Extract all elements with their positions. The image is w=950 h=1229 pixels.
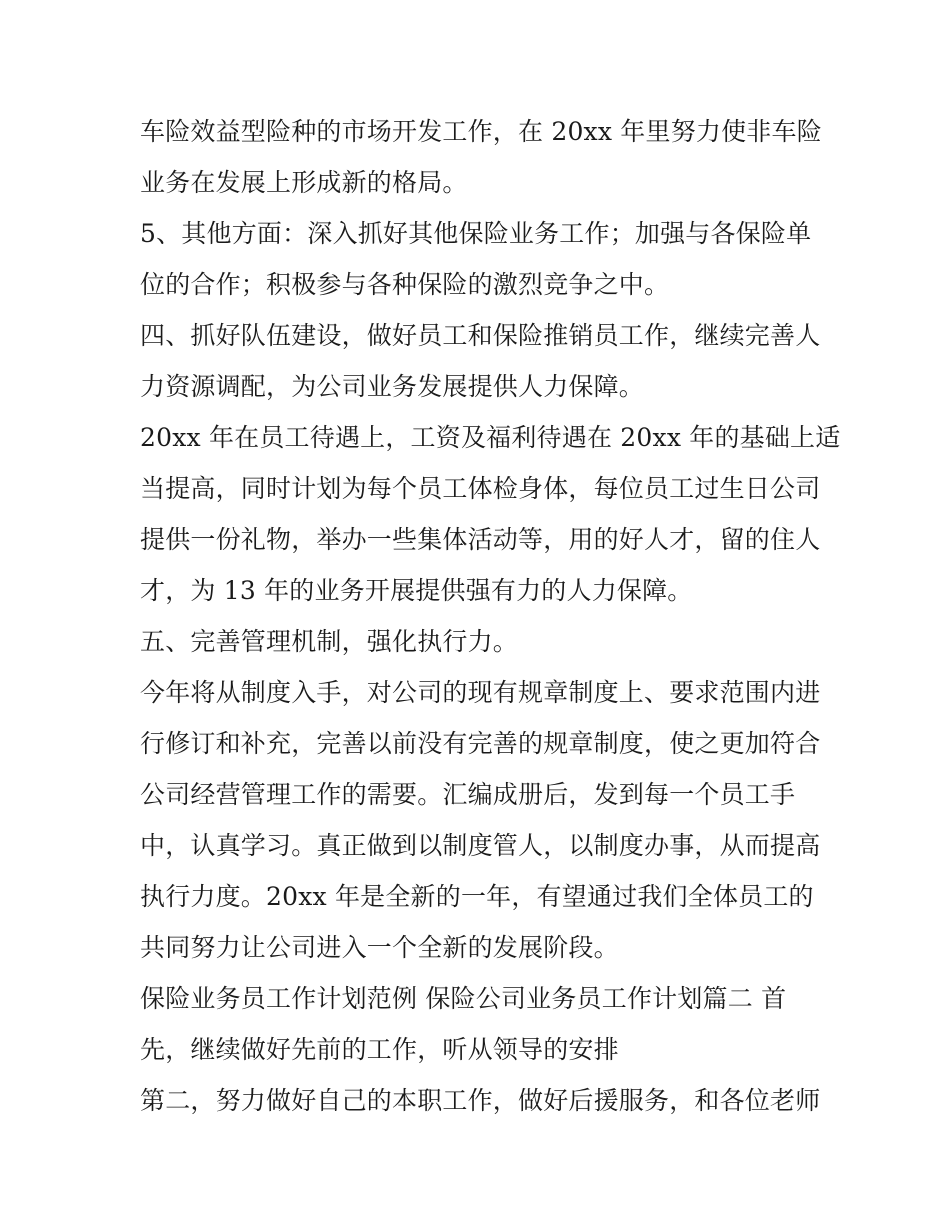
section-heading-5: 五、完善管理机制，强化执行力。 <box>140 627 519 656</box>
text-line: 执行力度。20xx 年是全新的一年，有望通过我们全体员工的 <box>140 882 814 911</box>
text-line: 先，继续做好先前的工作，听从领导的安排 <box>140 1035 619 1064</box>
text-line: 5、其他方面：深入抓好其他保险业务工作；加强与各保险单 <box>140 219 812 248</box>
text-line: 车险效益型险种的市场开发工作，在 20xx 年里努力使非车险 <box>140 117 822 146</box>
text-line: 提供一份礼物，举办一些集体活动等，用的好人才，留的住人 <box>140 525 821 554</box>
text-line: 行修订和补充，完善以前没有完善的规章制度，使之更加符合 <box>140 729 821 758</box>
section-heading-4: 四、抓好队伍建设，做好员工和保险推销员工作，继续完善人 <box>140 321 821 350</box>
text-line: 中，认真学习。真正做到以制度管人，以制度办事，从而提高 <box>140 831 821 860</box>
text-line: 业务在发展上形成新的格局。 <box>140 168 468 197</box>
text-line: 20xx 年在员工待遇上，工资及福利待遇在 20xx 年的基础上适 <box>140 423 841 452</box>
article-title-line: 保险业务员工作计划范例 保险公司业务员工作计划篇二 首 <box>140 984 787 1013</box>
text-line: 当提高，同时计划为每个员工体检身体，每位员工过生日公司 <box>140 474 821 503</box>
text-line: 共同努力让公司进入一个全新的发展阶段。 <box>140 933 619 962</box>
text-line: 今年将从制度入手，对公司的现有规章制度上、要求范围内进 <box>140 678 821 707</box>
text-line: 力资源调配，为公司业务发展提供人力保障。 <box>140 372 645 401</box>
document-body <box>140 106 841 1126</box>
text-line: 公司经营管理工作的需要。汇编成册后，发到每一个员工手 <box>140 780 796 809</box>
text-line: 第二，努力做好自己的本职工作，做好后援服务，和各位老师 <box>140 1086 821 1115</box>
text-line: 位的合作；积极参与各种保险的激烈竞争之中。 <box>140 270 670 299</box>
text-line: 才，为 13 年的业务开展提供强有力的人力保障。 <box>140 576 693 605</box>
